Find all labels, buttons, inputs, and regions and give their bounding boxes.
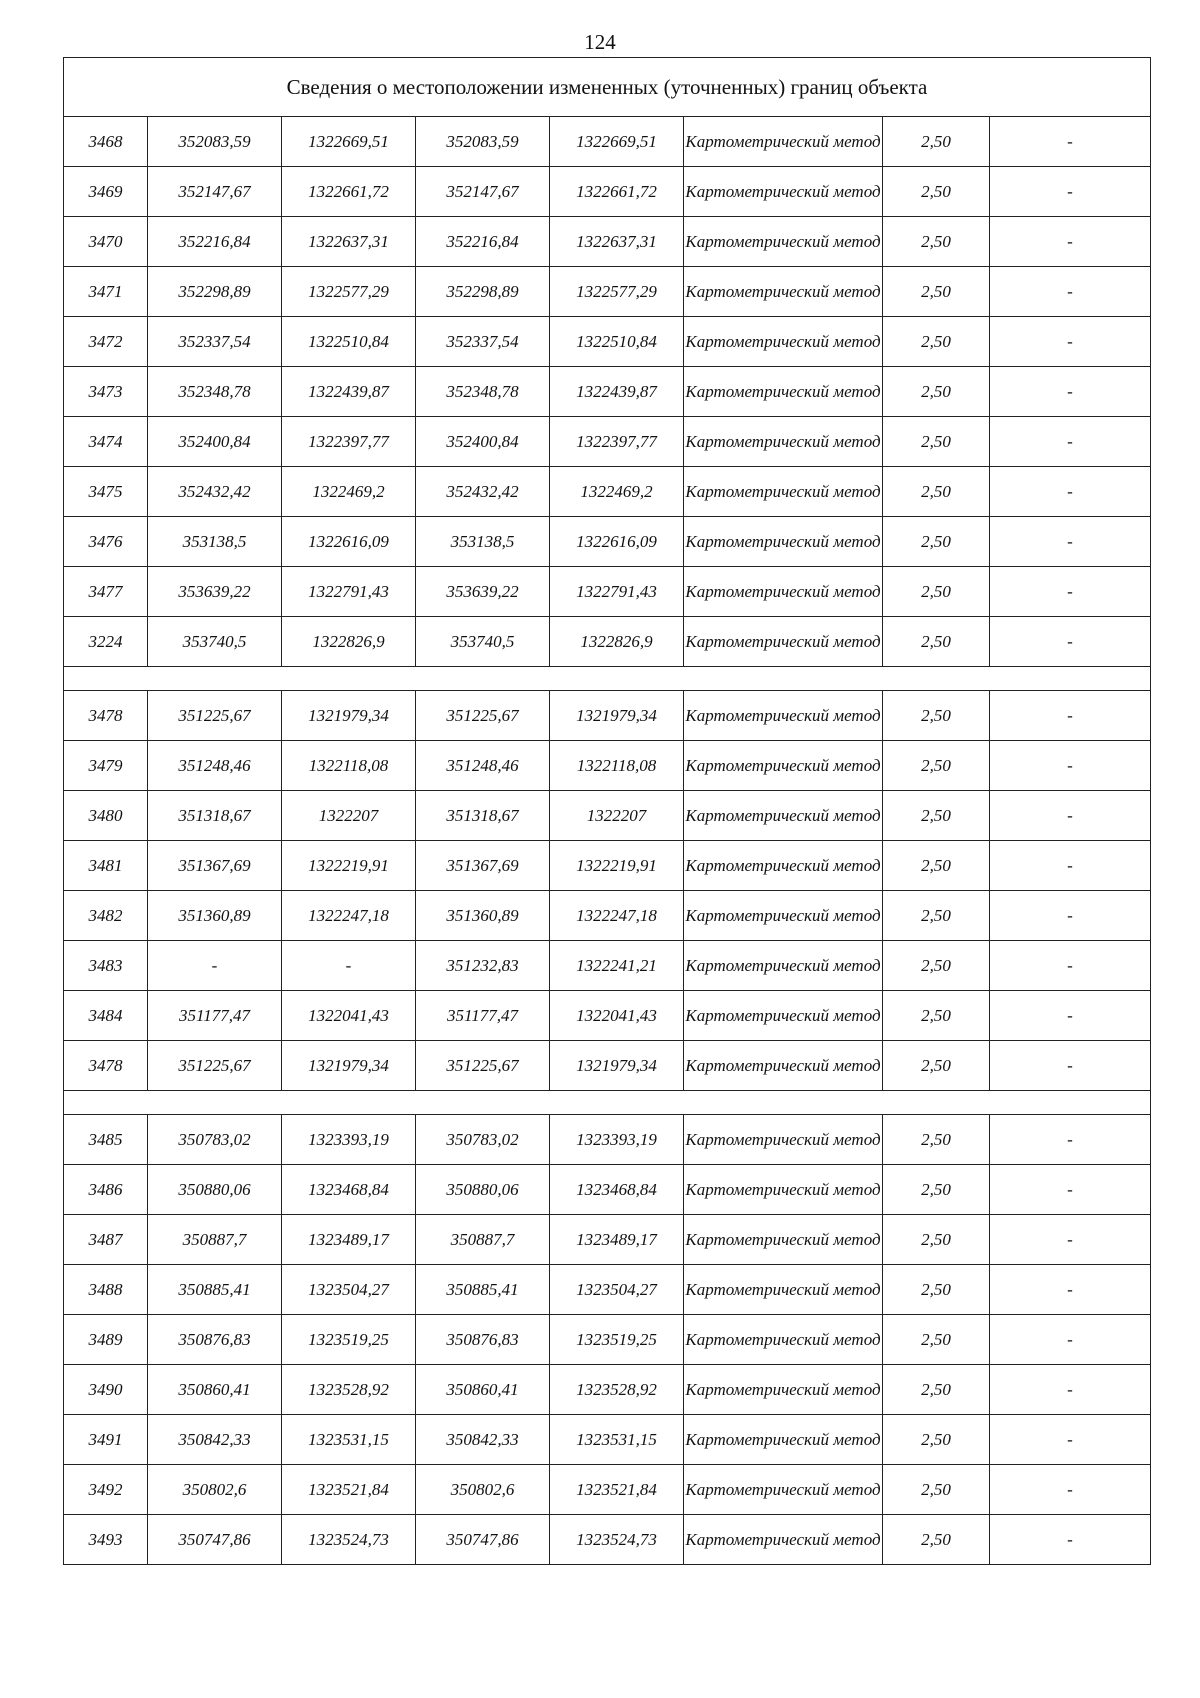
method-cell: Картометрический метод — [684, 617, 883, 667]
y-new-cell: 1322207 — [550, 791, 684, 841]
method-cell: Картометрический метод — [684, 1415, 883, 1465]
x-existing-cell: 351177,47 — [148, 991, 282, 1041]
y-new-cell: 1323489,17 — [550, 1215, 684, 1265]
table-row — [64, 467, 1151, 517]
y-new-cell: 1323531,15 — [550, 1415, 684, 1465]
y-new-cell: 1323521,84 — [550, 1465, 684, 1515]
description-cell: - — [990, 1165, 1151, 1215]
x-new-cell: 350802,6 — [416, 1465, 550, 1515]
accuracy-cell: 2,50 — [883, 741, 990, 791]
description-cell: - — [990, 1515, 1151, 1565]
description-cell: - — [990, 891, 1151, 941]
description-cell: - — [990, 1465, 1151, 1515]
x-new-cell: 350880,06 — [416, 1165, 550, 1215]
description-cell: - — [990, 1415, 1151, 1465]
description-cell: - — [990, 1365, 1151, 1415]
point-number-cell: 3493 — [64, 1515, 148, 1565]
accuracy-cell: 2,50 — [883, 417, 990, 467]
table-title-row — [64, 58, 1151, 117]
x-new-cell: 351177,47 — [416, 991, 550, 1041]
y-new-cell: 1322241,21 — [550, 941, 684, 991]
x-existing-cell: 350783,02 — [148, 1115, 282, 1165]
method-cell: Картометрический метод — [684, 791, 883, 841]
description-cell: - — [990, 417, 1151, 467]
y-new-cell: 1323468,84 — [550, 1165, 684, 1215]
point-number-cell: 3485 — [64, 1115, 148, 1165]
accuracy-cell: 2,50 — [883, 1041, 990, 1091]
method-cell: Картометрический метод — [684, 467, 883, 517]
method-cell: Картометрический метод — [684, 1365, 883, 1415]
point-number-cell: 3480 — [64, 791, 148, 841]
x-existing-cell: 351318,67 — [148, 791, 282, 841]
y-new-cell: 1322826,9 — [550, 617, 684, 667]
y-existing-cell: 1321979,34 — [282, 1041, 416, 1091]
table-row — [64, 941, 1151, 991]
accuracy-cell: 2,50 — [883, 317, 990, 367]
accuracy-cell: 2,50 — [883, 617, 990, 667]
accuracy-cell: 2,50 — [883, 1415, 990, 1465]
description-cell: - — [990, 1115, 1151, 1165]
y-new-cell: 1322247,18 — [550, 891, 684, 941]
method-cell: Картометрический метод — [684, 1465, 883, 1515]
point-number-cell: 3478 — [64, 691, 148, 741]
x-new-cell: 352147,67 — [416, 167, 550, 217]
description-cell: - — [990, 1215, 1151, 1265]
y-existing-cell: 1323468,84 — [282, 1165, 416, 1215]
x-new-cell: 350860,41 — [416, 1365, 550, 1415]
y-existing-cell: 1322219,91 — [282, 841, 416, 891]
y-new-cell: 1322661,72 — [550, 167, 684, 217]
accuracy-cell: 2,50 — [883, 1315, 990, 1365]
x-existing-cell: 352147,67 — [148, 167, 282, 217]
x-new-cell: 351367,69 — [416, 841, 550, 891]
y-new-cell: 1321979,34 — [550, 691, 684, 741]
table-row — [64, 791, 1151, 841]
accuracy-cell: 2,50 — [883, 991, 990, 1041]
description-cell: - — [990, 841, 1151, 891]
description-cell: - — [990, 267, 1151, 317]
point-number-cell: 3490 — [64, 1365, 148, 1415]
method-cell: Картометрический метод — [684, 1041, 883, 1091]
method-cell: Картометрический метод — [684, 367, 883, 417]
table-row — [64, 1315, 1151, 1365]
y-new-cell: 1322219,91 — [550, 841, 684, 891]
y-existing-cell: 1322118,08 — [282, 741, 416, 791]
y-new-cell: 1322397,77 — [550, 417, 684, 467]
accuracy-cell: 2,50 — [883, 367, 990, 417]
y-new-cell: 1321979,34 — [550, 1041, 684, 1091]
y-new-cell: 1322616,09 — [550, 517, 684, 567]
point-number-cell: 3481 — [64, 841, 148, 891]
y-existing-cell: 1323393,19 — [282, 1115, 416, 1165]
description-cell: - — [990, 617, 1151, 667]
y-existing-cell: 1322577,29 — [282, 267, 416, 317]
x-existing-cell: 352348,78 — [148, 367, 282, 417]
method-cell: Картометрический метод — [684, 1215, 883, 1265]
description-cell: - — [990, 317, 1151, 367]
x-new-cell: 352083,59 — [416, 117, 550, 167]
x-existing-cell: 350885,41 — [148, 1265, 282, 1315]
y-existing-cell: 1323504,27 — [282, 1265, 416, 1315]
boundary-coordinates-table — [63, 57, 1151, 1565]
x-new-cell: 350887,7 — [416, 1215, 550, 1265]
x-new-cell: 352400,84 — [416, 417, 550, 467]
table-row — [64, 167, 1151, 217]
x-existing-cell: 350876,83 — [148, 1315, 282, 1365]
point-number-cell: 3492 — [64, 1465, 148, 1515]
y-existing-cell: 1322207 — [282, 791, 416, 841]
x-existing-cell: 350747,86 — [148, 1515, 282, 1565]
y-existing-cell: 1323489,17 — [282, 1215, 416, 1265]
table-row — [64, 741, 1151, 791]
group-separator-row — [64, 1091, 1151, 1115]
accuracy-cell: 2,50 — [883, 891, 990, 941]
method-cell: Картометрический метод — [684, 567, 883, 617]
accuracy-cell: 2,50 — [883, 691, 990, 741]
point-number-cell: 3477 — [64, 567, 148, 617]
y-existing-cell: 1322791,43 — [282, 567, 416, 617]
point-number-cell: 3475 — [64, 467, 148, 517]
method-cell: Картометрический метод — [684, 517, 883, 567]
x-existing-cell: 351367,69 — [148, 841, 282, 891]
accuracy-cell: 2,50 — [883, 841, 990, 891]
point-number-cell: 3487 — [64, 1215, 148, 1265]
x-existing-cell: 352432,42 — [148, 467, 282, 517]
table-row — [64, 267, 1151, 317]
description-cell: - — [990, 691, 1151, 741]
accuracy-cell: 2,50 — [883, 117, 990, 167]
x-new-cell: 351360,89 — [416, 891, 550, 941]
y-new-cell: 1322791,43 — [550, 567, 684, 617]
method-cell: Картометрический метод — [684, 117, 883, 167]
x-existing-cell: 350887,7 — [148, 1215, 282, 1265]
x-existing-cell: 352216,84 — [148, 217, 282, 267]
table-row — [64, 367, 1151, 417]
table-title: Сведения о местоположении измененных (уточненных) границ объекта — [64, 58, 1151, 117]
table-row — [64, 1041, 1151, 1091]
method-cell: Картометрический метод — [684, 1515, 883, 1565]
y-new-cell: 1322469,2 — [550, 467, 684, 517]
x-new-cell: 351318,67 — [416, 791, 550, 841]
y-existing-cell: 1322469,2 — [282, 467, 416, 517]
table-row — [64, 1465, 1151, 1515]
y-new-cell: 1322669,51 — [550, 117, 684, 167]
group-separator-cell — [64, 1091, 1151, 1115]
x-new-cell: 350783,02 — [416, 1115, 550, 1165]
method-cell: Картометрический метод — [684, 691, 883, 741]
point-number-cell: 3483 — [64, 941, 148, 991]
y-new-cell: 1322041,43 — [550, 991, 684, 1041]
y-existing-cell: 1323521,84 — [282, 1465, 416, 1515]
description-cell: - — [990, 217, 1151, 267]
y-existing-cell: 1322397,77 — [282, 417, 416, 467]
point-number-cell: 3488 — [64, 1265, 148, 1315]
accuracy-cell: 2,50 — [883, 1465, 990, 1515]
x-existing-cell: 353138,5 — [148, 517, 282, 567]
x-existing-cell: 353740,5 — [148, 617, 282, 667]
method-cell: Картометрический метод — [684, 267, 883, 317]
accuracy-cell: 2,50 — [883, 267, 990, 317]
accuracy-cell: 2,50 — [883, 217, 990, 267]
x-existing-cell: - — [148, 941, 282, 991]
y-existing-cell: 1323519,25 — [282, 1315, 416, 1365]
table-row — [64, 891, 1151, 941]
accuracy-cell: 2,50 — [883, 1165, 990, 1215]
method-cell: Картометрический метод — [684, 1315, 883, 1365]
point-number-cell: 3471 — [64, 267, 148, 317]
y-existing-cell: 1323524,73 — [282, 1515, 416, 1565]
y-existing-cell: 1322616,09 — [282, 517, 416, 567]
x-existing-cell: 350880,06 — [148, 1165, 282, 1215]
x-existing-cell: 351248,46 — [148, 741, 282, 791]
method-cell: Картометрический метод — [684, 417, 883, 467]
y-existing-cell: 1322439,87 — [282, 367, 416, 417]
group-separator-cell — [64, 667, 1151, 691]
point-number-cell: 3473 — [64, 367, 148, 417]
y-new-cell: 1322118,08 — [550, 741, 684, 791]
method-cell: Картометрический метод — [684, 317, 883, 367]
x-existing-cell: 352400,84 — [148, 417, 282, 467]
table-row — [64, 1215, 1151, 1265]
y-existing-cell: 1322669,51 — [282, 117, 416, 167]
page-number: 124 — [584, 30, 616, 54]
table-row — [64, 991, 1151, 1041]
method-cell: Картометрический метод — [684, 741, 883, 791]
y-new-cell: 1323519,25 — [550, 1315, 684, 1365]
table-row — [64, 567, 1151, 617]
accuracy-cell: 2,50 — [883, 1515, 990, 1565]
table-row — [64, 1115, 1151, 1165]
group-separator-row — [64, 667, 1151, 691]
table-row — [64, 1415, 1151, 1465]
x-existing-cell: 350802,6 — [148, 1465, 282, 1515]
y-new-cell: 1322637,31 — [550, 217, 684, 267]
point-number-cell: 3474 — [64, 417, 148, 467]
y-new-cell: 1323528,92 — [550, 1365, 684, 1415]
y-new-cell: 1322510,84 — [550, 317, 684, 367]
x-existing-cell: 351225,67 — [148, 1041, 282, 1091]
table-row — [64, 217, 1151, 267]
point-number-cell: 3482 — [64, 891, 148, 941]
description-cell: - — [990, 941, 1151, 991]
table-row — [64, 317, 1151, 367]
y-new-cell: 1322439,87 — [550, 367, 684, 417]
accuracy-cell: 2,50 — [883, 517, 990, 567]
x-new-cell: 351232,83 — [416, 941, 550, 991]
x-existing-cell: 353639,22 — [148, 567, 282, 617]
x-new-cell: 350747,86 — [416, 1515, 550, 1565]
table-row — [64, 841, 1151, 891]
description-cell: - — [990, 367, 1151, 417]
y-new-cell: 1322577,29 — [550, 267, 684, 317]
x-new-cell: 351225,67 — [416, 1041, 550, 1091]
method-cell: Картометрический метод — [684, 217, 883, 267]
y-existing-cell: 1322661,72 — [282, 167, 416, 217]
x-new-cell: 351248,46 — [416, 741, 550, 791]
accuracy-cell: 2,50 — [883, 1215, 990, 1265]
method-cell: Картометрический метод — [684, 167, 883, 217]
table-row — [64, 1165, 1151, 1215]
description-cell: - — [990, 1041, 1151, 1091]
y-existing-cell: 1322826,9 — [282, 617, 416, 667]
method-cell: Картометрический метод — [684, 941, 883, 991]
accuracy-cell: 2,50 — [883, 791, 990, 841]
x-existing-cell: 350842,33 — [148, 1415, 282, 1465]
table-body — [64, 58, 1151, 1565]
x-existing-cell: 352083,59 — [148, 117, 282, 167]
x-new-cell: 352337,54 — [416, 317, 550, 367]
accuracy-cell: 2,50 — [883, 167, 990, 217]
point-number-cell: 3472 — [64, 317, 148, 367]
x-new-cell: 353740,5 — [416, 617, 550, 667]
point-number-cell: 3491 — [64, 1415, 148, 1465]
x-new-cell: 350842,33 — [416, 1415, 550, 1465]
table-row — [64, 517, 1151, 567]
x-new-cell: 352348,78 — [416, 367, 550, 417]
method-cell: Картометрический метод — [684, 891, 883, 941]
description-cell: - — [990, 991, 1151, 1041]
point-number-cell: 3479 — [64, 741, 148, 791]
x-new-cell: 353138,5 — [416, 517, 550, 567]
accuracy-cell: 2,50 — [883, 467, 990, 517]
description-cell: - — [990, 1315, 1151, 1365]
table-row — [64, 691, 1151, 741]
x-new-cell: 351225,67 — [416, 691, 550, 741]
description-cell: - — [990, 467, 1151, 517]
method-cell: Картометрический метод — [684, 1165, 883, 1215]
table-row — [64, 1365, 1151, 1415]
point-number-cell: 3470 — [64, 217, 148, 267]
method-cell: Картометрический метод — [684, 991, 883, 1041]
y-existing-cell: 1322041,43 — [282, 991, 416, 1041]
description-cell: - — [990, 517, 1151, 567]
table-row — [64, 1515, 1151, 1565]
x-new-cell: 350885,41 — [416, 1265, 550, 1315]
description-cell: - — [990, 117, 1151, 167]
y-new-cell: 1323524,73 — [550, 1515, 684, 1565]
x-new-cell: 352216,84 — [416, 217, 550, 267]
point-number-cell: 3484 — [64, 991, 148, 1041]
description-cell: - — [990, 167, 1151, 217]
x-new-cell: 352298,89 — [416, 267, 550, 317]
point-number-cell: 3224 — [64, 617, 148, 667]
point-number-cell: 3469 — [64, 167, 148, 217]
y-existing-cell: 1322637,31 — [282, 217, 416, 267]
method-cell: Картометрический метод — [684, 841, 883, 891]
accuracy-cell: 2,50 — [883, 1115, 990, 1165]
x-new-cell: 353639,22 — [416, 567, 550, 617]
point-number-cell: 3468 — [64, 117, 148, 167]
x-existing-cell: 352337,54 — [148, 317, 282, 367]
table-row — [64, 117, 1151, 167]
x-new-cell: 350876,83 — [416, 1315, 550, 1365]
table-row — [64, 617, 1151, 667]
table-row — [64, 417, 1151, 467]
x-existing-cell: 350860,41 — [148, 1365, 282, 1415]
description-cell: - — [990, 1265, 1151, 1315]
point-number-cell: 3478 — [64, 1041, 148, 1091]
description-cell: - — [990, 741, 1151, 791]
y-existing-cell: - — [282, 941, 416, 991]
accuracy-cell: 2,50 — [883, 1265, 990, 1315]
point-number-cell: 3476 — [64, 517, 148, 567]
x-existing-cell: 352298,89 — [148, 267, 282, 317]
method-cell: Картометрический метод — [684, 1265, 883, 1315]
point-number-cell: 3486 — [64, 1165, 148, 1215]
y-existing-cell: 1321979,34 — [282, 691, 416, 741]
accuracy-cell: 2,50 — [883, 1365, 990, 1415]
x-new-cell: 352432,42 — [416, 467, 550, 517]
y-new-cell: 1323504,27 — [550, 1265, 684, 1315]
accuracy-cell: 2,50 — [883, 567, 990, 617]
y-existing-cell: 1322247,18 — [282, 891, 416, 941]
point-number-cell: 3489 — [64, 1315, 148, 1365]
y-existing-cell: 1323528,92 — [282, 1365, 416, 1415]
y-existing-cell: 1323531,15 — [282, 1415, 416, 1465]
description-cell: - — [990, 791, 1151, 841]
description-cell: - — [990, 567, 1151, 617]
table-row — [64, 1265, 1151, 1315]
method-cell: Картометрический метод — [684, 1115, 883, 1165]
y-existing-cell: 1322510,84 — [282, 317, 416, 367]
accuracy-cell: 2,50 — [883, 941, 990, 991]
x-existing-cell: 351225,67 — [148, 691, 282, 741]
y-new-cell: 1323393,19 — [550, 1115, 684, 1165]
x-existing-cell: 351360,89 — [148, 891, 282, 941]
